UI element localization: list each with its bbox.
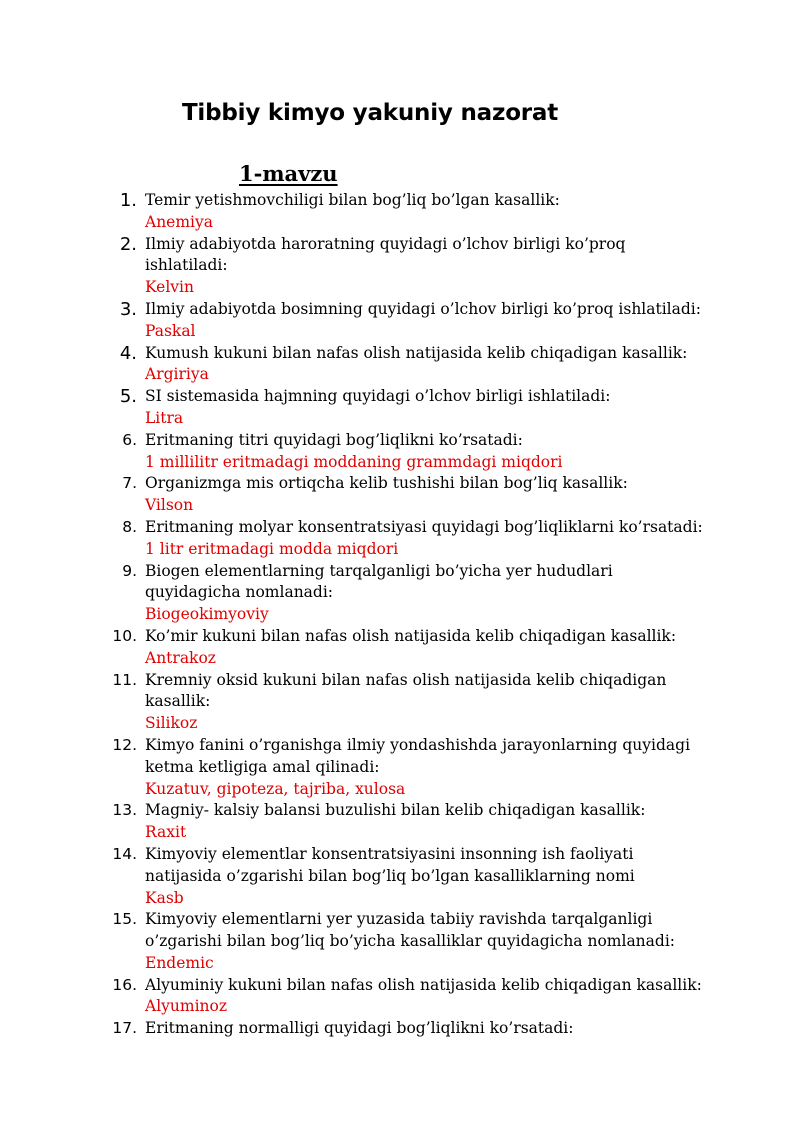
question-text: Alyuminiy kukuni bilan nafas olish natijasida kelib chiqadigan kasallik:: [145, 975, 702, 994]
answer-text: Raxit: [145, 823, 187, 842]
question-text: Kimyoviy elementlar konsentratsiyasini insonning ish faoliyati natijasida o’zgarishi bilan bog’liq bo’lgan kasalliklarning nomi: [145, 844, 635, 885]
list-item: [110, 909, 710, 974]
list-item: [110, 561, 710, 626]
topic-heading: 1-mavzu: [239, 161, 338, 186]
question-text: Temir yetishmovchiligi bilan bog’liq bo’lgan kasallik:: [145, 191, 560, 209]
answer-text: Kelvin: [145, 278, 194, 297]
question-list: [110, 190, 710, 1040]
answer-text: Biogeokimyoviy: [145, 605, 269, 624]
answer-text: 1 litr eritmadagi modda miqdori: [145, 539, 399, 558]
question-number: 10.: [112, 626, 137, 645]
answer-text: Anemiya: [145, 212, 214, 231]
list-item: [110, 386, 710, 430]
answer-text: Antrakoz: [145, 648, 216, 667]
list-item: [110, 626, 710, 670]
question-text: Kimyoviy elementlarni yer yuzasida tabiiy ravishda tarqalganligi o’zgarishi bilan bog’liq bo’yicha kasalliklar quyidagicha nomlanadi:: [145, 910, 676, 951]
list-item: [110, 517, 710, 561]
question-number: 8.: [122, 517, 137, 536]
list-item: [110, 430, 710, 474]
list-item: [110, 975, 710, 1019]
question-text: Biogen elementlarning tarqalganligi bo’yicha yer hududlari quyidagicha nomlanadi:: [145, 561, 613, 602]
question-text: Kremniy oksid kukuni bilan nafas olish natijasida kelib chiqadigan kasallik:: [145, 670, 667, 711]
answer-text: 1 millilitr eritmadagi moddaning grammdagi miqdori: [145, 452, 563, 471]
question-text: Kimyo fanini o’rganishga ilmiy yondashishda jarayonlarning quyidagi ketma ketligiga amal qilinadi:: [145, 735, 691, 776]
list-item: [110, 343, 710, 387]
question-number: 4.: [119, 342, 137, 364]
answer-text: Silikoz: [145, 714, 198, 733]
question-text: Magniy- kalsiy balansi buzulishi bilan kelib chiqadigan kasallik:: [145, 801, 646, 820]
list-item: [110, 299, 710, 343]
question-text: Eritmaning titri quyidagi bog’liqlikni ko’rsatadi:: [145, 430, 523, 449]
question-number: 5.: [119, 386, 137, 408]
question-text: Organizmga mis ortiqcha kelib tushishi bilan bog’liq kasallik:: [145, 474, 628, 493]
list-item: [110, 1018, 710, 1040]
question-text: Eritmaning molyar konsentratsiyasi quyidagi bog’liqliklarni ko’rsatadi:: [145, 517, 703, 536]
question-number: 11.: [112, 670, 137, 689]
question-text: SI sistemasida hajmning quyidagi o’lchov birligi ishlatiladi:: [145, 387, 611, 406]
list-item: [110, 670, 710, 735]
question-number: 1.: [119, 190, 137, 211]
question-number: 17.: [112, 1019, 137, 1038]
question-number: 6.: [122, 430, 137, 449]
answer-text: Kuzatuv, gipoteza, tajriba, xulosa: [145, 779, 406, 798]
question-number: 15.: [112, 910, 137, 929]
question-number: 3.: [119, 298, 137, 320]
question-number: 16.: [112, 975, 137, 994]
answer-text: Vilson: [145, 496, 194, 515]
question-text: Ilmiy adabiyotda haroratning quyidagi o’lchov birligi ko’proq ishlatiladi:: [145, 234, 626, 275]
document-title: Tibbiy kimyo yakuniy nazorat: [181, 100, 559, 126]
question-number: 7.: [122, 474, 137, 493]
answer-text: Alyuminoz: [145, 997, 228, 1016]
question-text: Eritmaning normalligi quyidagi bog’liqlikni ko’rsatadi:: [145, 1019, 574, 1038]
answer-text: Argiriya: [145, 365, 209, 384]
question-number: 12.: [112, 735, 137, 754]
list-item: [110, 190, 710, 234]
list-item: [110, 473, 710, 517]
question-text: Ko’mir kukuni bilan nafas olish natijasida kelib chiqadigan kasallik:: [145, 626, 677, 645]
answer-text: Kasb: [145, 888, 184, 907]
answer-text: Paskal: [145, 321, 196, 340]
question-number: 9.: [122, 561, 137, 580]
list-item: [110, 800, 710, 844]
question-text: Kumush kukuni bilan nafas olish natijasida kelib chiqadigan kasallik:: [145, 343, 688, 362]
answer-text: Endemic: [145, 953, 214, 972]
question-text: Ilmiy adabiyotda bosimning quyidagi o’lchov birligi ko’proq ishlatiladi:: [145, 299, 701, 318]
question-number: 13.: [112, 801, 137, 820]
list-item: [110, 234, 710, 299]
question-number: 14.: [112, 844, 137, 863]
list-item: [110, 844, 710, 909]
list-item: [110, 735, 710, 800]
answer-text: Litra: [145, 408, 184, 427]
question-number: 2.: [119, 233, 137, 255]
